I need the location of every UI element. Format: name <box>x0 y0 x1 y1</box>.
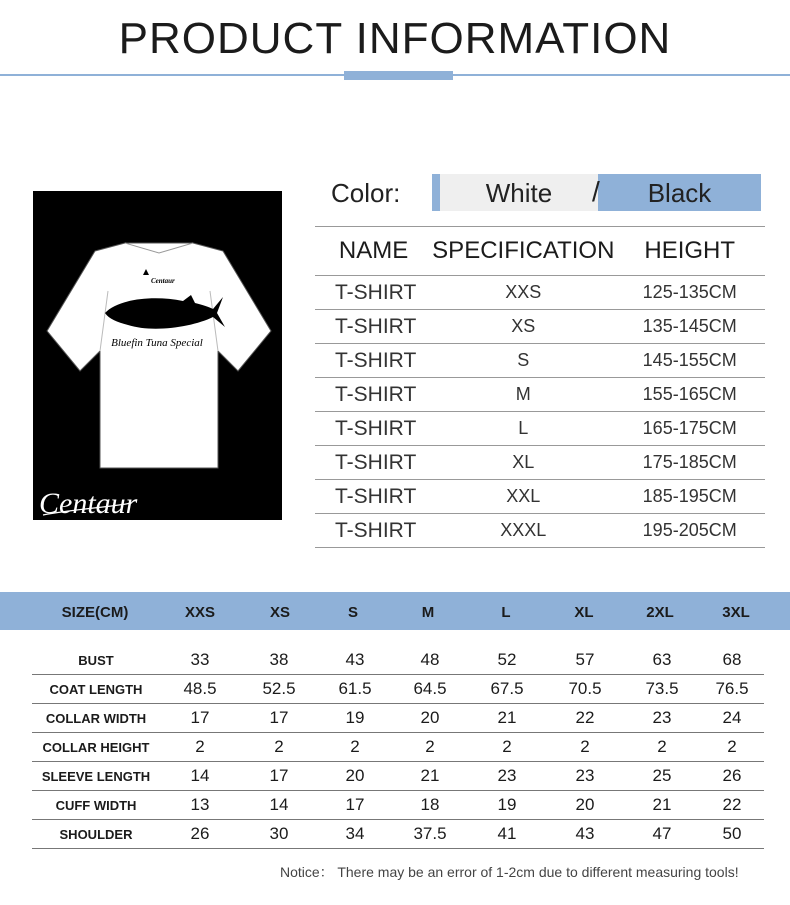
size-cell: 57 <box>546 646 624 675</box>
size-cell: 22 <box>546 704 624 733</box>
spec-header-specification: SPECIFICATION <box>432 227 614 276</box>
size-cell: 14 <box>160 762 240 791</box>
spec-cell-specification: XS <box>432 310 614 344</box>
size-cell: 17 <box>240 704 318 733</box>
size-cell: 41 <box>468 820 546 849</box>
brand-script: Centaur <box>39 487 138 520</box>
spec-cell-specification: XXXL <box>432 514 614 548</box>
size-row <box>32 791 764 820</box>
spec-cell-name: T-SHIRT <box>315 412 432 446</box>
spec-cell-specification: L <box>432 412 614 446</box>
size-cell: 38 <box>240 646 318 675</box>
color-option-white[interactable] <box>432 174 598 211</box>
logo-small: Centaur <box>151 277 175 285</box>
color-option-black[interactable] <box>598 174 761 211</box>
size-header-2xl: 2XL <box>646 604 674 621</box>
spec-cell-name: T-SHIRT <box>315 446 432 480</box>
color-separator: / <box>592 176 600 207</box>
size-cell: 48.5 <box>160 675 240 704</box>
size-cell: 17 <box>318 791 392 820</box>
size-cell: 68 <box>700 646 764 675</box>
size-cell: 37.5 <box>392 820 468 849</box>
size-cell: 24 <box>700 704 764 733</box>
size-row-label: BUST <box>32 646 160 675</box>
size-cell: 22 <box>700 791 764 820</box>
size-cell: 2 <box>624 733 700 762</box>
spec-header-height: HEIGHT <box>614 227 765 276</box>
size-cell: 26 <box>700 762 764 791</box>
spec-cell-height: 185-195CM <box>614 480 765 514</box>
spec-row <box>315 378 765 412</box>
spec-row <box>315 412 765 446</box>
size-row <box>32 733 764 762</box>
size-header-label: SIZE(CM) <box>61 604 129 621</box>
spec-row <box>315 276 765 310</box>
size-cell: 2 <box>318 733 392 762</box>
spec-cell-height: 195-205CM <box>614 514 765 548</box>
size-cell: 2 <box>700 733 764 762</box>
spec-cell-specification: S <box>432 344 614 378</box>
size-cell: 48 <box>392 646 468 675</box>
size-cell: 34 <box>318 820 392 849</box>
spec-cell-name: T-SHIRT <box>315 378 432 412</box>
size-row <box>32 704 764 733</box>
size-cell: 2 <box>240 733 318 762</box>
spec-row <box>315 446 765 480</box>
size-cell: 21 <box>392 762 468 791</box>
spec-cell-height: 135-145CM <box>614 310 765 344</box>
spec-cell-height: 145-155CM <box>614 344 765 378</box>
size-cell: 20 <box>392 704 468 733</box>
spec-cell-height: 125-135CM <box>614 276 765 310</box>
print-text: Bluefin Tuna Special <box>111 337 203 349</box>
spec-cell-height: 175-185CM <box>614 446 765 480</box>
size-cell: 19 <box>468 791 546 820</box>
color-option-white-label: White <box>485 178 553 208</box>
size-cell: 61.5 <box>318 675 392 704</box>
size-cell: 23 <box>624 704 700 733</box>
size-cell: 17 <box>240 762 318 791</box>
size-cell: 63 <box>624 646 700 675</box>
size-header-xl: XL <box>574 604 594 621</box>
size-header-3xl: 3XL <box>722 604 750 621</box>
spec-cell-name: T-SHIRT <box>315 480 432 514</box>
size-row-label: COLLAR WIDTH <box>32 704 160 733</box>
spec-cell-specification: XL <box>432 446 614 480</box>
size-cell: 2 <box>160 733 240 762</box>
size-cell: 26 <box>160 820 240 849</box>
title-divider-accent <box>344 71 453 80</box>
size-cell: 73.5 <box>624 675 700 704</box>
size-header-s: S <box>347 604 358 621</box>
spec-header-name: NAME <box>315 227 432 276</box>
size-cell: 67.5 <box>468 675 546 704</box>
size-row-label: SLEEVE LENGTH <box>32 762 160 791</box>
spec-header-row <box>315 227 765 276</box>
spec-cell-specification: XXL <box>432 480 614 514</box>
size-cell: 30 <box>240 820 318 849</box>
notice-text: Notice： There may be an error of 1-2cm due to different measuring tools! <box>280 864 739 880</box>
spec-cell-name: T-SHIRT <box>315 344 432 378</box>
product-image <box>33 191 282 520</box>
size-cell: 52.5 <box>240 675 318 704</box>
size-header-xs: XS <box>269 604 290 621</box>
size-table <box>32 646 764 849</box>
spec-row <box>315 310 765 344</box>
size-row <box>32 675 764 704</box>
size-cell: 47 <box>624 820 700 849</box>
size-cell: 2 <box>546 733 624 762</box>
size-cell: 50 <box>700 820 764 849</box>
size-cell: 20 <box>318 762 392 791</box>
size-cell: 52 <box>468 646 546 675</box>
size-cell: 18 <box>392 791 468 820</box>
size-row-label: CUFF WIDTH <box>32 791 160 820</box>
size-cell: 14 <box>240 791 318 820</box>
size-row <box>32 646 764 675</box>
spec-cell-height: 165-175CM <box>614 412 765 446</box>
size-cell: 70.5 <box>546 675 624 704</box>
spec-cell-height: 155-165CM <box>614 378 765 412</box>
size-row <box>32 762 764 791</box>
spec-row <box>315 514 765 548</box>
spec-cell-name: T-SHIRT <box>315 310 432 344</box>
size-header-m: M <box>421 604 435 621</box>
spec-cell-name: T-SHIRT <box>315 514 432 548</box>
size-cell: 2 <box>392 733 468 762</box>
size-row-label: COLLAR HEIGHT <box>32 733 160 762</box>
spec-row <box>315 480 765 514</box>
spec-cell-specification: M <box>432 378 614 412</box>
color-option-black-label: Black <box>647 178 712 208</box>
size-cell: 76.5 <box>700 675 764 704</box>
size-cell: 64.5 <box>392 675 468 704</box>
size-cell: 33 <box>160 646 240 675</box>
size-row-label: COAT LENGTH <box>32 675 160 704</box>
page-title: PRODUCT INFORMATION <box>118 14 672 63</box>
spec-row <box>315 344 765 378</box>
size-cell: 21 <box>468 704 546 733</box>
spec-cell-name: T-SHIRT <box>315 276 432 310</box>
spec-table <box>315 226 765 548</box>
size-cell: 17 <box>160 704 240 733</box>
size-cell: 25 <box>624 762 700 791</box>
size-cell: 43 <box>546 820 624 849</box>
size-cell: 21 <box>624 791 700 820</box>
size-cell: 20 <box>546 791 624 820</box>
size-cell: 43 <box>318 646 392 675</box>
size-header-xxs: XXS <box>184 604 215 621</box>
spec-cell-specification: XXS <box>432 276 614 310</box>
size-header-l: L <box>501 604 511 621</box>
size-row-label: SHOULDER <box>32 820 160 849</box>
size-cell: 13 <box>160 791 240 820</box>
color-label: Color: <box>331 178 401 208</box>
size-cell: 23 <box>546 762 624 791</box>
size-cell: 23 <box>468 762 546 791</box>
size-row <box>32 820 764 849</box>
size-cell: 19 <box>318 704 392 733</box>
size-cell: 2 <box>468 733 546 762</box>
